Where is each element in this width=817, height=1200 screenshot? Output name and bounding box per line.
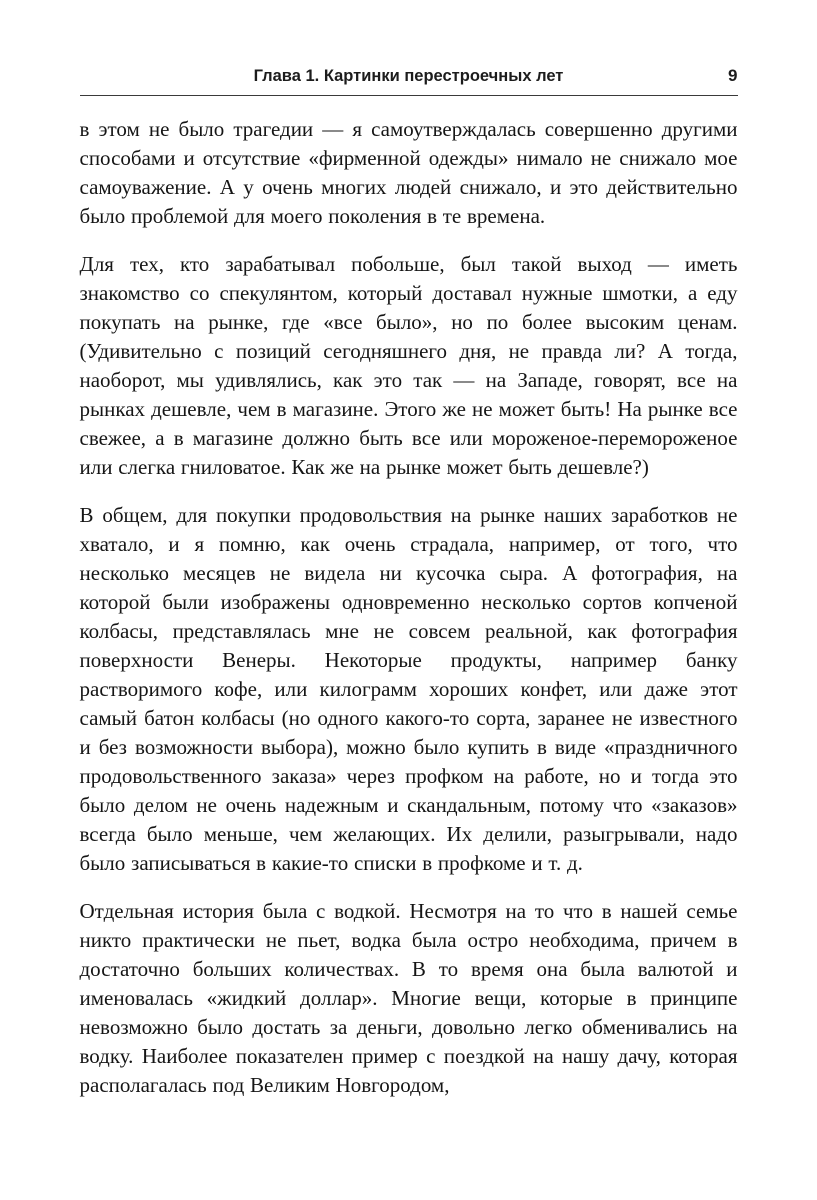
paragraph-2: Для тех, кто зарабатывал побольше, был такой выход — иметь знакомство со спекулянтом, который доставал нужные шмотки, а еду покупать на рынке, где «все было», но по более высоким ценам. (Удивительно с позиций сегодняшнего дня, не правда ли? А тогда, наоборот, мы удивлялись, как это так — на Западе, говорят, все на рынках дешевле, чем в магазине. Этого же не может быть! На рынке все свежее, а в магазине должно быть все или мороженое-перемороженое или слегка гниловатое. Как же на рынке может быть дешевле?) [79,252,738,479]
paragraph-3: В общем, для покупки продовольствия на рынке наших заработков не хватало, и я помню, как очень страдала, например, от того, что несколько месяцев не видела ни кусочка сыра. А фотография, на которой были изображены одновременно несколько сортов копченой колбасы, представлялась мне не совсем реальной, как фотография поверхности Венеры. Некоторые продукты, например банку растворимого кофе, или килограмм хороших конфет, или даже этот самый батон колбасы (но одного какого-то сорта, заранее не известного и без возможности выбора), можно было купить в виде «праздничного продовольственного заказа» через профком на работе, но и тогда это было делом не очень надежным и скандальным, потому что «заказов» всегда было меньше, чем желающих. Их делили, разыгрывали, надо было записываться в какие-то списки в профкоме и т. д. [79,503,738,875]
chapter-title: Глава 1. Картинки перестроечных лет [253,67,564,85]
page-body [80,115,738,1100]
paragraph-1: в этом не было трагедии — я самоутверждалась совершенно другими способами и отсутствие «фирменной одежды» нимало не снижало мое самоуважение. А у очень многих людей снижало, и это действительно было проблемой для моего поколения в те времена. [79,117,738,228]
paragraph-4: Отдельная история была с водкой. Несмотря на то что в нашей семье никто практически не пьет, водка была остро необходима, причем в достаточно больших количествах. В то время она была валютой и именовалась «жидкий доллар». Многие вещи, которые в принципе невозможно было достать за деньги, довольно легко обменивались на водку. Наиболее показателен пример с поездкой на нашу дачу, которая располагалась под Великим Новгородом, [79,899,738,1097]
text-column [80,0,738,1100]
page-header [80,0,738,86]
page-number: 9 [728,66,738,85]
header-rule [80,95,738,96]
